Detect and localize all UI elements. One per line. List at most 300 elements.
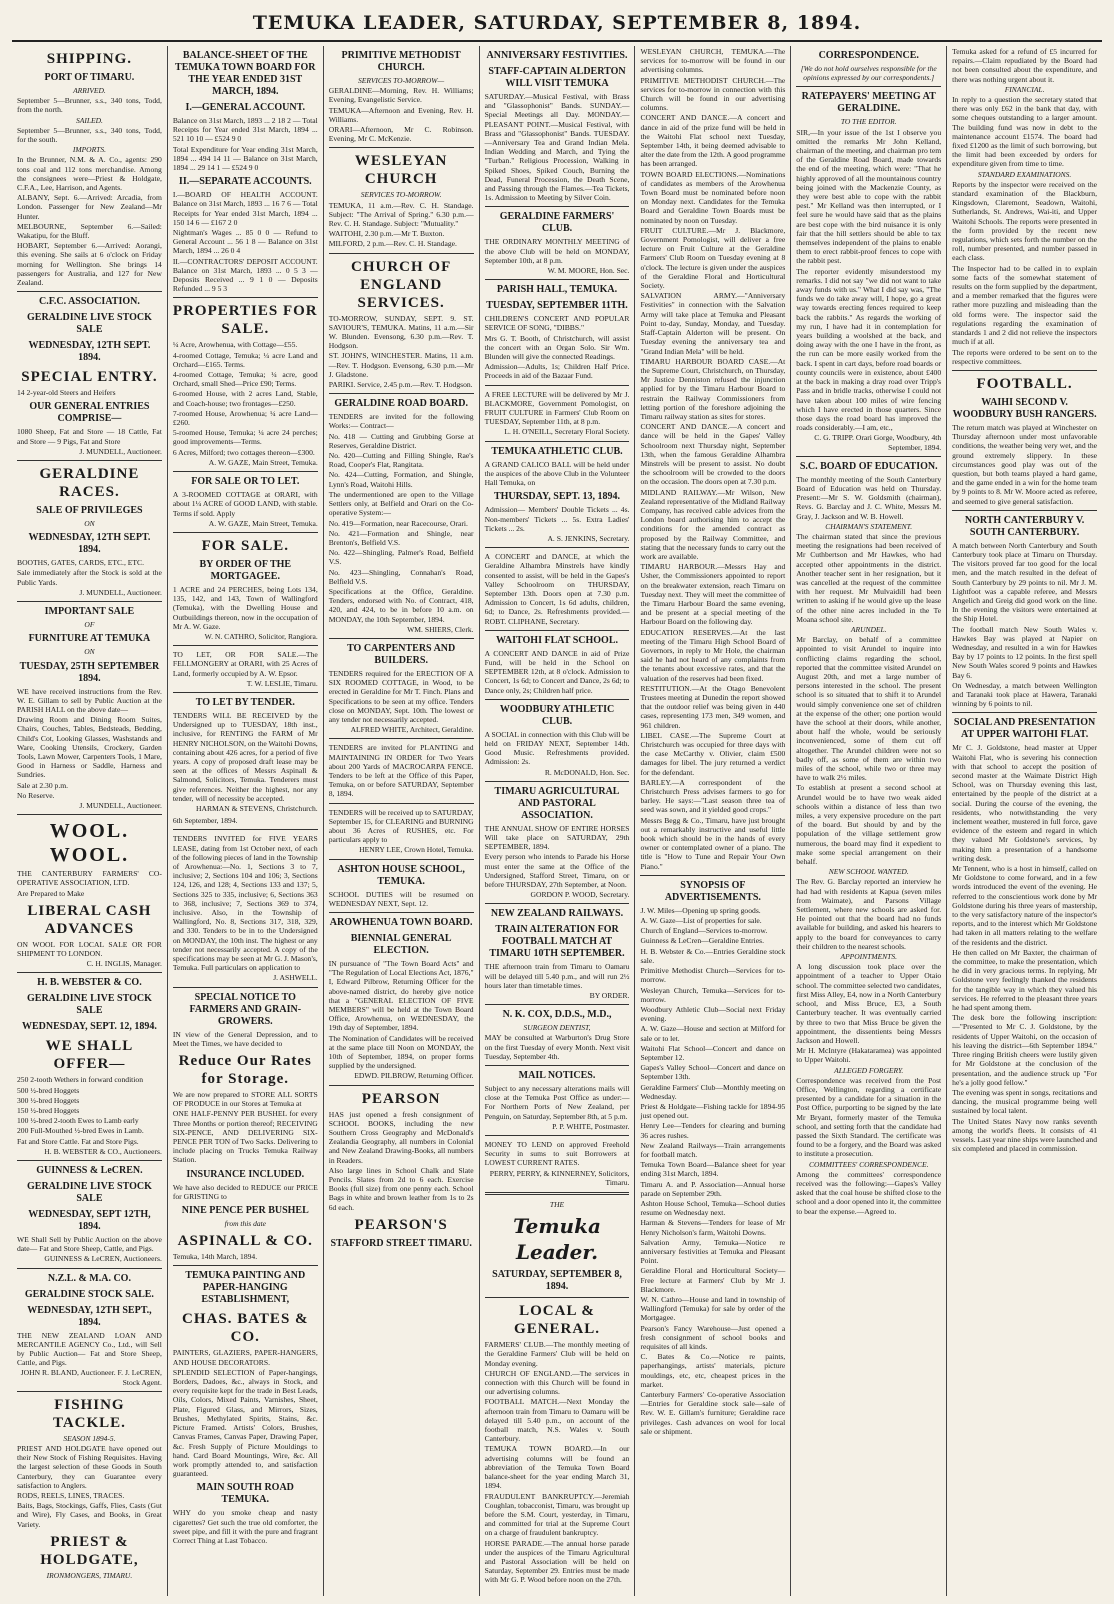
divider xyxy=(329,393,474,394)
text-paragraph: Guinness & LeCren—Geraldine Entries. xyxy=(640,936,765,946)
article-heading: WE SHALL OFFER— xyxy=(45,1038,134,1073)
article-heading: FOOTBALL. xyxy=(976,375,1073,392)
signature-line: PERRY, PERRY, & KINNERNEY, Solicitors, Timaru. xyxy=(489,1168,630,1187)
text-paragraph: TIMARU HARBOUR.—Messrs Hay and Usher, the Commissioners appointed to report on the breakwater extension, reach Timaru on Tuesday next. They will meet the committee of the Timaru Harbour Board the same evening, and be present at a special meeting of the Harbour Board on the following day. xyxy=(640,562,786,627)
text-paragraph: Pearson's Fancy Warehouse—Just opened a fresh consignment of school books and requisites of all kinds. xyxy=(640,1323,786,1352)
text-paragraph: Nightman's Wages ... 85 0 0 — Refund to General Account ... 56 1 8 — Balance on 31st March, 1894 ... 26 0 4 xyxy=(172,228,318,256)
subheading: ON xyxy=(84,647,95,657)
text-paragraph: No. 419—Formation, near Racecourse, Orari. xyxy=(328,518,468,528)
signature-line: EDWD. PILBROW, Returning Officer. xyxy=(354,1071,474,1081)
text-paragraph: TO-MORROW, SUNDAY, SEPT. 9. ST. SAVIOUR'S, TEMUKA. Matins, 11 a.m.—Sir W. Blunden. Evensong, 6.30 p.m.—Rev. T. Hodgson. xyxy=(328,313,474,351)
text-paragraph: 200 Full-Mouthed ½-bred Ewes in Lamb. xyxy=(17,1126,144,1136)
text-paragraph: Fat and Store Cattle. Fat and Store Pigs. xyxy=(17,1136,139,1146)
divider xyxy=(485,781,630,782)
article-heading: FURNITURE AT TEMUKA xyxy=(28,633,151,645)
article-heading: II.—SEPARATE ACCOUNTS. xyxy=(178,176,312,188)
text-paragraph: EDUCATION RESERVES.—At the last meeting of the Timaru High School Board of Governors, in reply to Mr Hole, the chairman said he had not heard of any complaints from the tenants about excessive rates, and that the valuation of the reserves had been fixed. xyxy=(640,627,786,683)
subheading: IRONMONGERS, TIMARU. xyxy=(46,1570,133,1580)
text-paragraph: MELBOURNE, September 6.—Sailed: Wakatipu, for the Bluff. xyxy=(17,221,162,241)
signature-line: A. W. GAZE, Main Street, Temuka. xyxy=(208,518,318,528)
article-heading: SYNOPSIS OF ADVERTISEMENTS. xyxy=(664,879,761,903)
text-paragraph: 300 ½-bred Hoggets xyxy=(17,1095,80,1105)
divider xyxy=(796,456,941,457)
text-paragraph: TENDERS will be received up to SATURDAY, September 15, for CLEARING and BURNING about 36 Acres of RUSHES, etc. For particulars apply to xyxy=(328,807,474,845)
subheading: SURGEON DENTIST, xyxy=(523,1023,591,1033)
text-paragraph: WHY do you smoke cheap and nasty cigarettes? Get such the true old comforter, the sweet pipe, and fill it with the pure and fragrant Correct Thing at Last Tobacco. xyxy=(172,1508,318,1545)
article-heading: WAITOHI FLAT SCHOOL. xyxy=(496,634,618,646)
signature-line: C. H. INGLIS, Manager. xyxy=(86,959,162,969)
text-paragraph: We have also decided to REDUCE our PRICE for GRISTING to xyxy=(172,1182,318,1201)
text-paragraph: ON WOOL FOR LOCAL SALE OR FOR SHIPMENT TO LONDON. xyxy=(17,939,162,958)
text-paragraph: TENDERS required for the ERECTION OF A SIX ROOMED COTTAGE, in Wood, to be erected in Geraldine for Mr T. Finch. Plans and Specifications to be seen at my office. Tenders close on MONDAY, Sept. 10th. The lowest or any tender not necessarily accepted. xyxy=(328,668,474,724)
text-paragraph: 7-roomed House, Arowhenua; ¼ acre Land—£260. xyxy=(172,408,318,428)
divider xyxy=(173,987,318,988)
text-paragraph: TENDERS are invited for the following Works:— Contract— xyxy=(328,412,474,431)
article-heading: TEMUKA ATHLETIC CLUB. xyxy=(491,445,623,457)
subheading: SERVICES TO-MORROW— xyxy=(358,76,445,85)
subheading: COMMITTEES' CORRESPONDENCE. xyxy=(808,1159,929,1169)
text-paragraph: Messrs Begg & Co., Timaru, have just brought out a remarkably instructive and useful little book which should be in the hands of every owner or contemplated owner of a piano. The title is "How to Tune and Repair Your Own Piano." xyxy=(640,815,786,871)
divider xyxy=(329,147,474,148)
subheading: ARUNDEL. xyxy=(850,624,887,634)
text-paragraph: Drawing Room and Dining Room Suites, Chairs, Couches, Tables, Bedsteads, Bedding, Child's Cot, Looking Glasses, Washstands and Ware, Cooking Utensils, Crockery, Garden Tools, Lawn Mower, Carpenters Tools, 1 Mare, Good in Harness or Saddle, Harness and Sundries. xyxy=(17,715,162,780)
article-heading: AROWHENUA TOWN BOARD. xyxy=(329,917,473,928)
text-paragraph: GERALDINE—Morning, Rev. H. Williams; Evening, Evangelistic Service. xyxy=(328,86,474,105)
article-heading: SPECIAL ENTRY. xyxy=(21,369,158,386)
divider xyxy=(485,1135,630,1136)
article-heading: SOCIAL AND PRESENTATION AT UPPER WAITOHI FLAT. xyxy=(953,717,1096,741)
article-heading: PROPERTIES FOR SALE. xyxy=(172,303,318,338)
text-paragraph: Priest & Holdgate—Fishing tackle for 1894-95 just opened out. xyxy=(640,1101,786,1121)
text-paragraph: BARLEY.—A correspondent of the Christchurch Press advises farmers to go for barley. He says:—"Last season three tea of seed was sown, and it yielded good crops." xyxy=(640,777,786,815)
divider xyxy=(329,859,474,860)
text-paragraph: Waitohi Flat School—Concert and dance on September 12. xyxy=(640,1043,786,1062)
signature-line: GORDON P. WOOD, Secretary. xyxy=(530,890,630,900)
article-heading: ASPINALL & CO. xyxy=(177,1233,313,1250)
article-heading: CHAS. BATES & CO. xyxy=(182,1311,309,1346)
text-paragraph: CONCERT AND DANCE.—A concert and dance in aid of the prize fund will be held in the Waitohi Flat school next Tuesday, September 14th, it being deemed advisable to alter the date from the 12th. A good programme has been arranged. xyxy=(640,113,786,169)
text-paragraph: A GRAND CALICO BALL will be held under the auspices of the above Club in the Volunteer Hall Temuka, on xyxy=(484,459,630,488)
subheading: SEASON 1894-5. xyxy=(63,1433,116,1443)
text-paragraph: Baits, Bags, Stockings, Gaffs, Flies, Casts (Gut and Wire), Fly Cases, and Books, in Great Variety. xyxy=(17,1501,162,1529)
article-heading: GERALDINE STOCK SALE. xyxy=(24,1288,154,1300)
subheading: FINANCIAL. xyxy=(1004,84,1045,94)
text-paragraph: WE have received instructions from the Rev. W. E. Gillam to sell by Public Auction at the PARISH HALL on the above date— xyxy=(17,686,162,714)
masthead xyxy=(12,0,1102,42)
newspaper-columns xyxy=(12,46,1102,1596)
article-heading: TEMUKA PAINTING AND PAPER-HANGING ESTABLISHMENT, xyxy=(185,1270,306,1306)
text-paragraph: September 5—Brunner, s.s., 340 tons, Todd, for the south. xyxy=(17,125,162,145)
text-paragraph: No. 421—Formation and Shingle, near Brenton's, Belfield V.S. xyxy=(328,528,474,547)
text-paragraph: SPLENDID SELECTION of Paper-hangings, Borders, Dadoes, &c., always in Stock, and every requisite kept for the trade in Best Leads, Oils, Colors, Mixed Paints, Varnishes, Sheet, Plate, Figured Glass, and Mirrors, Sizes, Brushes, Methylated Spirits, Stains, &c. Picture Framed. Artists' Colors, Brushes, Canvas Frames, Canvas Paper, Drawing Paper, &c. Fresh Supply of Picture Mouldings to hand. Card Board Mountings, Wire, &c. All work promptly attended to, and satisfaction guaranteed. xyxy=(172,1367,318,1479)
subheading: TO THE EDITOR. xyxy=(840,117,897,127)
article-heading: ANNIVERSARY FESTIVITIES. xyxy=(486,50,628,61)
divider xyxy=(952,370,1097,371)
subheading: CHAIRMAN'S STATEMENT. xyxy=(825,521,913,531)
text-paragraph: A. W. Gaze—List of properties for sale. xyxy=(640,916,762,926)
text-paragraph: TEMUKA—Afternoon and Evening, Rev. H. Williams. xyxy=(328,105,474,124)
signature-line: HARMAN & STEVENS, Christchurch. xyxy=(196,803,318,813)
divider xyxy=(17,291,162,292)
signature-line: T. W. LESLIE, Timaru. xyxy=(246,678,318,688)
text-paragraph: Among the committees' correspondence received was the following:—Gapes's Valley asked that the coal house be shifted close to the school and a door opened into it, the committee to bear the expense.—Agreed to. xyxy=(796,1169,942,1216)
column-4 xyxy=(480,46,636,1596)
divider xyxy=(173,532,318,533)
signature-line: GUINNESS & LeCREN, Auctioneers. xyxy=(44,1254,162,1264)
text-paragraph: ALBANY, Sept. 6.—Arrived: Arcadia, from London. Passenger for New Zealand—Mr Hunter. xyxy=(17,193,162,221)
text-paragraph: RODS, REELS, LINES, TRACES. xyxy=(17,1491,125,1501)
text-paragraph: ORARI—Afternoon, Mr C. Robinson. Evening, Mr C. McKenzie. xyxy=(328,125,474,144)
signature-line: P. P. WHITE, Postmaster. xyxy=(552,1121,630,1131)
signature-line: A. S. JENKINS, Secretary. xyxy=(547,533,630,543)
signature-line: R. McDONALD, Hon. Sec. xyxy=(544,767,630,777)
text-paragraph: HOBART, September 6.—Arrived: Aorangi, this evening. She sails at 6 o'clock on Friday morning for Wellington. She brings 14 passengers for Australia, and 127 for New Zealand. xyxy=(17,241,162,288)
article-heading: CHURCH OF ENGLAND SERVICES. xyxy=(351,258,452,311)
text-paragraph: 14 2-year-old Steers and Heifers xyxy=(17,388,116,398)
text-paragraph: The evening was spent in songs, recitations and dancing, the musical programme being well sustained by local talent. xyxy=(952,1087,1098,1116)
column-2 xyxy=(168,46,324,1596)
article-heading: WOOL. WOOL. xyxy=(49,820,130,867)
text-paragraph: Ashton House School, Temuka—School duties resume on Wednesday next. xyxy=(640,1198,786,1218)
divider xyxy=(796,86,941,87)
subheading: NEW SCHOOL WANTED. xyxy=(828,867,909,877)
text-paragraph: TEMUKA TOWN BOARD.—In our advertising columns will be found an abbreviation of the Temuka Town Board balance-sheet for the year ending March 31, 1894. xyxy=(484,1444,630,1491)
article-heading: WEDNESDAY, 12TH SEPT., 1894. xyxy=(27,1304,152,1328)
text-paragraph: In reply to a question the secretary stated that there was only £62 in the bank that day, with some cheques outstanding to a larger amount. The building fund was now in debt to the maintenance account £1574. The board had fixed £1200 as the limit of such borrowing, but the limit had been exceeded by orders for expenditure given from time to time. xyxy=(952,95,1098,169)
divider xyxy=(173,692,318,693)
text-paragraph: SCHOOL DUTIES will be resumed on WEDNESDAY NEXT, Sept. 12. xyxy=(328,889,474,908)
text-paragraph: Canterbury Farmers' Co-operative Association—Entries for Geraldine stock sale—sale of Rev. W. E. Gillam's furniture; Geraldine race privileges. Cash advances on wool for local sale or shipment. xyxy=(640,1390,786,1436)
article-heading: PRIMITIVE METHODIST CHURCH. xyxy=(341,50,461,73)
text-paragraph: Balance on 31st March, 1893 ... 2 18 2 — Total Receipts for Year ended 31st March, 1894 ... 521 10 10 — £524 9 0 xyxy=(172,116,318,144)
text-paragraph: Primitive Methodist Church—Services for to-morrow. xyxy=(640,966,786,985)
article-heading: MAIN SOUTH ROAD TEMUKA. xyxy=(196,1482,294,1506)
divider xyxy=(485,699,630,700)
article-heading: TRAIN ALTERATION FOR FOOTBALL MATCH AT TIMARU 10TH SEPTEMBER. xyxy=(489,924,625,960)
text-paragraph: IN view of the General Depression, and to Meet the Times, we have decided to xyxy=(172,1029,318,1048)
text-paragraph: W. N. Cathro—House and land in township of Wallingford (Temuka) for sale by order of the Mortgagee. xyxy=(640,1295,786,1323)
article-heading: FOR SALE OR TO LET. xyxy=(191,476,300,488)
divider xyxy=(485,1297,630,1298)
text-paragraph: 500 ½-bred Hoggets xyxy=(17,1085,80,1095)
divider xyxy=(485,1065,630,1066)
article-heading: WEDNESDAY, 12TH SEPT. 1894. xyxy=(28,532,151,556)
text-paragraph: 1 ACRE and 24 PERCHES, being Lots 134, 135, 142, and 143, Town of Wallingford (Temuka), with the Dwelling House and Outbuildings thereon, now in the occupation of Mr A. W. Gaze. xyxy=(172,584,318,631)
signature-line: W. N. CATHRO, Solicitor, Rangiora. xyxy=(204,631,318,641)
text-paragraph: Harman & Stevens—Tenders for lease of Mr Henry Nicholson's farm, Waitohi Downs. xyxy=(640,1218,786,1237)
text-paragraph: September 5—Brunner, s.s., 340 tons, Todd, from the north. xyxy=(17,96,162,115)
text-paragraph: THE afternoon train from Timaru to Oamaru will be delayed till 5.40 p.m., and will run 2½ hours later than timetable times. xyxy=(484,962,630,990)
divider xyxy=(640,875,785,876)
subheading: THE xyxy=(549,1200,565,1210)
article-heading: PARISH HALL, TEMUKA. xyxy=(496,284,618,296)
text-paragraph: Specifications at the Office, Geraldine. Tenders, endorsed with No. of Contract, 418, 420, and 424, to be in before 10 a.m. on MONDAY, the 10th September, 1894. xyxy=(328,586,474,624)
article-heading: STAFFORD STREET TIMARU. xyxy=(330,1237,472,1249)
article-heading: TUESDAY, SEPTEMBER 11TH. xyxy=(486,300,628,312)
article-heading: PORT OF TIMARU. xyxy=(44,72,135,83)
article-heading: NORTH CANTERBURY V. SOUTH CANTERBURY. xyxy=(964,514,1085,538)
text-paragraph: A. W. Gaze—House and section at Milford for sale or to let. xyxy=(640,1024,786,1043)
text-paragraph: TENDERS are invited for PLANTING and MAINTAINING IN ORDER for Two Years about 200 Yards of MACROCARPA FENCE. Tenders to be left at the Office of this Paper, Temuka, on or before SATURDAY, September 8, 1894. xyxy=(328,743,474,799)
article-heading: GERALDINE LIVE STOCK SALE xyxy=(27,1180,152,1204)
divider xyxy=(329,1085,474,1086)
divider xyxy=(485,547,630,548)
text-paragraph: 6 Acres, Milford; two cottages thereon—£300. xyxy=(172,447,315,457)
signature-line: ALFRED WHITE, Architect, Geraldine. xyxy=(350,725,474,735)
text-paragraph: TO LET, OR FOR SALE.—The FELLMONGERY at ORARI, with 25 Acres of Land, formerly occupied by A. W. Epsor. xyxy=(172,650,318,678)
text-paragraph: 250 2-tooth Wethers in forward condition xyxy=(17,1075,143,1085)
text-paragraph: FARMERS' CLUB.—The monthly meeting of the Geraldine Farmers' Club will be held on Monday evening. xyxy=(484,1340,630,1368)
subheading: IMPORTS. xyxy=(72,145,106,155)
text-paragraph: FOOTBALL MATCH.—Next Monday the afternoon train from Timaru to Oamaru will be delayed till 5.40 p.m., on account of the football match, N.S. Wales v. South Canterbury. xyxy=(484,1397,630,1444)
column-3 xyxy=(324,46,480,1596)
subheading: ARRIVED. xyxy=(73,86,106,95)
text-paragraph: Admission— Members' Double Tickets ... 4s. Non-members' Tickets ... 5s. Extra Ladies' Tickets ... 2s. xyxy=(484,505,630,533)
signature-line: C. G. TRIPP. Orari Gorge, Woodbury, 4th September, 1894. xyxy=(814,433,942,452)
text-paragraph: Admission—Adults, 1s; Children Half Price. Proceeds in aid of the Bazaar Fund. xyxy=(484,362,630,381)
signature-line: J. MUNDELL, Auctioneer. xyxy=(79,446,162,456)
text-paragraph: 4-roomed Cottage, Temuka; ¼ acre Land and Orchard—£165. Terms. xyxy=(172,350,318,369)
divider xyxy=(485,1004,630,1005)
text-paragraph: ONE HALF-PENNY PER BUSHEL for every Three Months or portion thereof; RECEIVING SIX-PENCE, AND DELIVERING SIX-PENCE PER TON of Two Sacks. Delivering to include placing on Trucks Temuka Railway Station. xyxy=(172,1109,318,1165)
divider xyxy=(17,601,162,602)
text-paragraph: Total Expenditure for Year ending 31st March, 1894 ... 494 14 11 — Balance on 31st March, 1894 ... 29 14 1 — £524 9 0 xyxy=(172,144,318,173)
text-paragraph: HORSE PARADE.—The annual horse parade under the auspices of the Timaru Agricultural and Pastoral Association will be held on Saturday, September 29. Entries must be made with Mr G. P. Wood before noon on the 27th. xyxy=(484,1538,630,1585)
text-paragraph: Geraldine Farmers' Club—Monthly meeting on Wednesday. xyxy=(640,1082,786,1101)
text-paragraph: Geraldine Floral and Horticultural Society—Free lecture at Farmers' Club by Mr J. Blackmore. xyxy=(640,1266,786,1294)
text-paragraph: J. W. Miles—Opening up spring goods. xyxy=(640,905,761,915)
divider xyxy=(485,279,630,280)
text-paragraph: Mrs G. T. Booth, of Christchurch, will assist the concert with an Organ Solo. Sir Wm. Blunden will give the connected Readings. xyxy=(484,333,630,362)
divider xyxy=(173,829,318,830)
text-paragraph: 4-roomed Cottage, Temuka; ¼ acre, good Orchard, small Shed—Price £90; Terms. xyxy=(172,370,318,389)
text-paragraph: Woodbury Athletic Club—Social next Friday evening. xyxy=(640,1004,786,1024)
text-paragraph: A CONCERT AND DANCE in aid of Prize Fund, will be held in the School on SEPTEMBER 12th, at 8 o'clock. Admission to Concert, 1s 6d; to Concert and Dance, 2s 6d; to Dance only, 2s; Children half price. xyxy=(484,648,630,695)
text-paragraph: Timaru A. and P. Association—Annual horse parade on September 29th. xyxy=(640,1179,786,1198)
article-heading: WEDNESDAY, SEPT. 12, 1894. xyxy=(21,1021,157,1033)
text-paragraph: PAINTERS, GLAZIERS, PAPER-HANGERS, AND HOUSE DECORATORS. xyxy=(172,1348,318,1367)
signature-line: A. W. GAZE, Main Street, Temuka. xyxy=(208,457,318,467)
article-heading: PRIEST & HOLDGATE, xyxy=(40,1533,139,1568)
divider xyxy=(17,460,162,461)
text-paragraph: Reports by the inspector were received on the standard examination of the Blackburn, Kingsdown, Claremont, Seadown, Waitohi, Sutherlands, St. Andrews, Wai-iti, and Upper Waitohi Schools. The reports were presented in the form provided by the recent new regulations, which sets forth the number on the roll, number presented, and number passed in each class. xyxy=(952,179,1098,263)
article-heading: RATEPAYERS' MEETING AT GERALDINE. xyxy=(801,91,936,115)
masthead-title: TEMUKA LEADER, SATURDAY, SEPTEMBER 8, 1894. xyxy=(252,12,862,34)
text-paragraph: MIDLAND RAILWAY.—Mr Wilson, New Zealand representative of the Midland Railway Company, has received cable advices from the London board authorising him to accept the conditions for the amended contract as proposed by the Railway Committee, and stating that the necessary funds to carry out the work are available. xyxy=(640,487,786,561)
text-paragraph: He then called on Mr Baxter, the chairman of the committee, to make the presentation, which he did in very gracious terms. In replying, Mr Goldstone very feelingly thanked the residents for the tangible way in which they valued his services. He referred to the pleasant three years he had spent among them. xyxy=(952,947,1098,1013)
text-paragraph: On Wednesday, a match between Wellington and Taranaki took place at Hawera, Taranaki winning by 6 points to nil. xyxy=(952,680,1098,709)
article-heading: GUINNESS & LeCREN. xyxy=(36,1164,143,1176)
text-paragraph: Salvation Army, Temuka—Notice re anniversary festivities at Temuka and Pleasant Point. xyxy=(640,1237,786,1266)
text-paragraph: The undermentioned are open to the Village Settlers only, at Belfield and Orari on the Co-operative System:— xyxy=(328,489,474,518)
signature-line: WM. SHIERS, Clerk. xyxy=(407,624,474,634)
text-paragraph: SATURDAY.—Musical Festival, with Brass and "Glassophonist" Bands. SUNDAY.—Special Meetings all Day. MONDAY.—PLEASANT POINT.—Musical Festival, with Brass and "Glassophonist" Bands. TUESDAY.—Anniversary Tea and Grand Indian Mela. Indian Wedding and March, and Tying the "Turban." Religious Procession, Walking in Spiked Shoes, Spiked Couch, Burning the Dead, Funeral Procession, the Death Scene, and Passing through the Flames.—Tea Tickets, 1s. Admission to Meeting by Silver Coin. xyxy=(484,92,630,203)
text-paragraph: The chairman stated that since the previous meeting the resignations had been received of Mr Cuthbertson and Mr Hawkes, who had accepted other appointments in the district. Another teacher sent in her resignation, but it was cancelled at the request of the committee with her request. Mr Mulvaidill had been written to asking if he would give up the lease of the other nine acres included in the Te Moana school site. xyxy=(796,531,942,624)
text-paragraph: To establish at present a second school at Arundel would be to have two weak aided schools within a distance of less than two miles, a very expensive procedure on the part of the board. But should by and by the population of the village settlement grow numerous, the board may find it expedient to make some special arrangement on their behalf. xyxy=(796,783,942,867)
article-heading: Temuka Leader. xyxy=(513,1214,601,1265)
text-paragraph: I.—BOARD OF HEALTH ACCOUNT. Balance on 31st March, 1893 ... 16 7 6 — Total Receipts for Year ended 31st March, 1894 ... 150 14 6 — £167 2 0 xyxy=(172,190,318,227)
text-paragraph: TIMARU HARBOUR BOARD CASE.—At the Supreme Court, Christchurch, on Thursday, Mr Justice Denniston refused the injunction applied for by the Timaru Harbour Board to restrain the Railway Commissioners from letting portion of the foreshore adjoining the Timaru railway station as sites for stores. xyxy=(640,356,786,421)
double-divider xyxy=(485,1192,630,1195)
divider xyxy=(17,1160,162,1161)
text-paragraph: PRIMITIVE METHODIST CHURCH.—The services for to-morrow in connection with this Church will be found in our advertising columns. xyxy=(640,75,786,113)
article-heading: WAIHI SECOND V. WOODBURY BUSH RANGERS. xyxy=(952,396,1097,420)
text-paragraph: THE CANTERBURY FARMERS' CO-OPERATIVE ASSOCIATION, LTD. xyxy=(17,869,162,888)
subheading: [We do not hold ourselves responsible for the opinions expressed by our correspondents.] xyxy=(800,64,937,83)
text-paragraph: IN pursuance of "The Town Board Acts" and "The Regulation of Local Elections Act, 1876," I, Edward Pilbrow, Returning Officer for the above-named district, do hereby give notice that a "GENERAL ELECTION OF FIVE MEMBERS" will be held at the Town Board Office, Arowhenua, on WEDNESDAY, the 19th day of September, 1894. xyxy=(328,959,474,1033)
article-heading: PEARSON'S xyxy=(354,1216,448,1233)
text-paragraph: Correspondence was received from the Post Office, Wellington, regarding a certificate presented by a candidate for a situation in the Post Office, purporting to be signed by the late Mr Bryant, formerly master of the Temuka school, and setting forth that the candidate had passed the Sixth Standard. The certificate was found to be a forgery, and the Board was asked to institute a prosecution. xyxy=(796,1075,942,1159)
signature-line: J. ASHWELL. xyxy=(273,973,318,983)
text-paragraph: RESTITUTION.—At the Otago Benevolent Trustees meeting at Dunedin the report showed that the outdoor relief was being given in 440 cases, representing 173 men, 349 women, and 961 children. xyxy=(640,683,786,730)
signature-line: H. B. WEBSTER & CO., Auctioneers. xyxy=(44,1146,162,1156)
text-paragraph: TENDERS WILL BE RECEIVED by the Undersigned up to TUESDAY, 18th inst., inclusive, for RENTING the FARM of Mr HENRY NICHOLSON, on the Waitohi Downs, containing about 426 acres, for a period of five years. A copy of proposed draft lease may be seen at the offices of Messrs Aspinall & Salmond, Solicitors, Temuka. Tenderers must give references. Neither the highest, nor any tender, will of necessity be accepted. xyxy=(172,710,318,803)
text-paragraph: No. 420—Cutting and Filling Shingle, Rae's Road, Cooper's Flat, Rangitata. xyxy=(328,451,474,470)
text-paragraph: II.—CONTRACTORS' DEPOSIT ACCOUNT. Balance on 31st March, 1893 ... 0 5 3 — Deposits Received ... 9 1 0 — Deposits Refunded ... 9 5 3 xyxy=(172,256,318,294)
text-paragraph: A SOCIAL in connection with this Club will be held on FRIDAY NEXT, September 14th. Good Music. Refreshments provided. Admission: 2s. xyxy=(484,729,630,767)
divider xyxy=(17,972,162,973)
article-heading: BALANCE-SHEET OF THE TEMUKA TOWN BOARD FOR THE YEAR ENDED 31ST MARCH, 1894. xyxy=(175,50,316,97)
text-paragraph: Sale immediately after the Stock is sold at the Public Yards. xyxy=(17,568,162,587)
text-paragraph: CHURCH OF ENGLAND.—The services in connection with this Church will be found in our advertising columns. xyxy=(484,1368,630,1397)
text-paragraph: MONEY TO LEND on approved Freehold Security in sums to suit Borrowers at LOWEST CURRENT RATES. xyxy=(484,1140,630,1168)
text-paragraph: 6-roomed House, with 2 acres Land, Stable, and Coach-house; two frontages—£250. xyxy=(172,389,318,408)
text-paragraph: THE ANNUAL SHOW OF ENTIRE HORSES Will take place on SATURDAY, 29th SEPTEMBER, 1894. xyxy=(484,823,630,852)
text-paragraph: Temuka, 14th March, 1894. xyxy=(172,1252,258,1262)
article-heading: H. B. WEBSTER & CO. xyxy=(37,977,142,989)
text-paragraph: TOWN BOARD ELECTIONS.—Nominations of candidates as members of the Arowhenua Town Board must be nominated before noon on Monday next. Candidates for the Temuka Board and Geraldine Town Boards must be nominated by noon on Tuesday. xyxy=(640,169,786,225)
article-heading: BY ORDER OF THE MORTGAGEE. xyxy=(199,558,292,582)
subheading: ON xyxy=(84,519,95,529)
text-paragraph: FRUIT CULTURE.—Mr J. Blackmore, Government Pomologist, will deliver a free lecture on Fruit Culture at the Geraldine Farmers' Club Room on Tuesday evening at 8 o'clock. The lecture is given under the auspices of the Geraldine Floral and Horticultural Society. xyxy=(640,225,786,291)
text-paragraph: A match between North Canterbury and South Canterbury took place at Timaru on Thursday. The visitors proved far too good for the local men, and the match resulted in the defeat of South Canterbury by 29 points to nil. Mr J. M. Lightfoot was a capable referee, and Messrs Angelich and Greig did good work on the line. In the evening the visitors were entertained at the Ship Hotel. xyxy=(952,540,1098,624)
text-paragraph: Every person who intends to Parade his Horse must enter the same at the Office of the Undersigned, Stafford Street, Timaru, on or before THURSDAY, 27th September, at Noon. xyxy=(484,852,630,889)
divider xyxy=(329,912,474,913)
column-6 xyxy=(791,46,947,1596)
text-paragraph: A 3-ROOMED COTTAGE at ORARI, with about 1¼ ACRE of GOOD LAND, with stable. Terms if sold. Apply xyxy=(172,490,318,518)
text-paragraph: TEMUKA, 11 a.m.—Rev. C. H. Standage. Subject: "The Arrival of Spring." 6.30 p.m.—Rev. C. H. Standage. Subject: "Mutuality." xyxy=(328,200,474,229)
article-heading: N.Z.L. & M.A. CO. xyxy=(47,1272,131,1284)
text-paragraph: The desk bore the following inscription:—"Presented to Mr C. J. Goldstone, by the residents of Upper Waitohi, on the occasion of his leaving the district—6th September 1894." Three ringing British cheers were lustily given for Mr Goldstone at the conclusion of the presentation, and the audience struck up "For he's a jolly good fellow." xyxy=(952,1013,1098,1087)
signature-line: J. MUNDELL, Auctioneer. xyxy=(79,587,162,597)
text-paragraph: No Reserve. xyxy=(17,790,55,800)
text-paragraph: Mr Tennent, who is a host in himself, called on Mr Goldstone to come forward, and in a few words introduced the event of the evening. He referred to the conscientious work done by Mr Goldstone during his three years of mastership, to the very satisfactory nature of the inspector's reports, and to the interest which Mr Goldstone had taken in all matters relating to the welfare of the residents and the district. xyxy=(952,864,1098,947)
subheading: SERVICES TO-MORROW. xyxy=(360,190,442,200)
text-paragraph: Also large lines in School Chalk and Slate Pencils. Slates from 2d to 6 each. Exercise Books (full size) from one penny each. School Bags in white and brown leather from 1s to 2s 6d each. xyxy=(328,1165,474,1212)
article-heading: SALE OF PRIVILEGES xyxy=(36,505,143,517)
text-paragraph: WESLEYAN CHURCH, TEMUKA.—The services for to-morrow will be found in our advertising columns. xyxy=(640,47,786,75)
subheading: STANDARD EXAMINATIONS. xyxy=(977,169,1072,179)
article-heading: GERALDINE ROAD BOARD. xyxy=(334,398,468,410)
subheading: from this date xyxy=(224,1219,266,1229)
signature-line: L. H. O'NEILL, Secretary Floral Society. xyxy=(504,427,630,437)
divider xyxy=(17,814,162,815)
subheading: ALLEGED FORGERY. xyxy=(834,1065,904,1075)
article-heading: Reduce Our Rates for Storage. xyxy=(178,1053,312,1088)
article-heading: INSURANCE INCLUDED. xyxy=(186,1168,305,1180)
text-paragraph: Subject to any necessary alterations mails will close at the Temuka Post Office as under:— For Northern Ports of New Zealand, per Penguin, on Saturday, September 8th, at 5 p.m. xyxy=(484,1084,630,1121)
text-paragraph: FRAUDULENT BANKRUPTCY.—Jeremiah Coughlan, tobacconist, Timaru, was brought up before the S.M. Court, yesterday, in Timaru, and committed for trial at the Supreme Court on a charge of fraudulent bankruptcy. xyxy=(484,1491,630,1538)
article-heading: SATURDAY, SEPTEMBER 8, 1894. xyxy=(492,1269,622,1293)
article-heading: NEW ZEALAND RAILWAYS. xyxy=(490,908,624,920)
text-paragraph: Church of England—Services to-morrow. xyxy=(640,926,768,936)
text-paragraph: A FREE LECTURE will be delivered by Mr J. BLACKMORE, Government Pomologist, on FRUIT CULTURE in Farmers' Club Room on TUESDAY, September 11th, at 8 p.m. xyxy=(484,389,630,427)
article-heading: OUR GENERAL ENTRIES COMPRISE— xyxy=(29,401,150,425)
text-paragraph: Wesleyan Church, Temuka—Services for to-morrow. xyxy=(640,985,786,1004)
divider xyxy=(173,645,318,646)
text-paragraph: Gapes's Valley School—Concert and dance on September 13th. xyxy=(640,1063,786,1082)
text-paragraph: ¼ Acre, Arowhenua, with Cottage—£55. xyxy=(172,340,298,350)
text-paragraph: 150 ½-bred Hoggets xyxy=(17,1105,80,1115)
article-heading: C.F.C. ASSOCIATION. xyxy=(39,296,140,308)
article-heading: GERALDINE FARMERS' CLUB. xyxy=(499,211,615,235)
article-heading: WOODBURY ATHLETIC CLUB. xyxy=(499,703,615,727)
article-heading: WEDNESDAY, SEPT 12TH, 1894. xyxy=(28,1208,151,1232)
article-heading: MAIL NOTICES. xyxy=(518,1070,596,1082)
text-paragraph: The reports were ordered to be sent on to the respective committees. xyxy=(952,347,1098,366)
text-paragraph: The Inspector had to be called in to explain some facts of the somewhat statement of results on the form supplied by the department, and a member remarked that the figures were rather more puzzling and misleading than the old forms were. The inspector said the regulations regarding the examination of standards 1 and 2 did not relieve the inspectors much if at all. xyxy=(952,263,1098,347)
text-paragraph: The monthly meeting of the South Canterbury Board of Education was held on Thursday. Present:—Mr S. W. Goldsmith (chairman), Revs. G. Barclay and J. C. White, Messrs M. Gray, J. Jackson and W. B. Howell. xyxy=(796,474,942,521)
text-paragraph: H. B. Webster & Co.—Entries Geraldine stock sale. xyxy=(640,946,786,965)
article-heading: THURSDAY, SEPT. 13, 1894. xyxy=(493,491,621,503)
divider xyxy=(329,638,474,639)
article-heading: TO CARPENTERS AND BUILDERS. xyxy=(347,642,456,666)
article-heading: WEDNESDAY, 12TH SEPT. 1894. xyxy=(28,340,151,364)
divider xyxy=(485,441,630,442)
divider xyxy=(329,738,474,739)
text-paragraph: WAITOHI, 2.30 p.m.—Mr T. Buxton. xyxy=(328,229,445,239)
text-paragraph: PRIEST AND HOLDGATE have opened out their New Stock of Fishing Requisites. Having the largest selection of these Goods in South Canterbury, they can Guarantee every satisfaction to Anglers. xyxy=(17,1444,162,1490)
text-paragraph: The United States Navy now ranks seventh among the world's fleets. It consists of 41 vessels. Last year nine ships were launched and six completed and placed in commission. xyxy=(952,1116,1098,1154)
text-paragraph: SALVATION ARMY.—"Anniversary Festivities" in connection with the Salvation Army will take place at Temuka and Pleasant Point to-day, Sunday, Monday, and Tuesday. Staff-Captain Alderton will be present. On Tuesday evening the anniversary tea and "Grand Indian Mela" will be held. xyxy=(640,291,786,356)
text-paragraph: 100 ½-bred 2-tooth Ewes to Lamb early xyxy=(17,1116,139,1126)
text-paragraph: New Zealand Railways—Train arrangements for football match. xyxy=(640,1140,786,1159)
divider xyxy=(485,385,630,386)
divider xyxy=(329,253,474,254)
article-heading: CORRESPONDENCE. xyxy=(818,50,919,61)
divider xyxy=(173,1265,318,1266)
signature-line: J. MUNDELL, Auctioneer. xyxy=(79,800,162,810)
divider xyxy=(485,903,630,904)
subheading: APPOINTMENTS. xyxy=(840,952,897,962)
column-5 xyxy=(635,46,791,1596)
article-heading: TIMARU AGRICULTURAL AND PASTORAL ASSOCIATION. xyxy=(494,785,620,821)
article-heading: N. K. COX, D.D.S., M.D., xyxy=(502,1009,612,1021)
divider xyxy=(485,206,630,207)
text-paragraph: Are Prepared to Make xyxy=(17,888,85,898)
text-paragraph: Sale at 2.30 p.m. xyxy=(17,780,69,790)
text-paragraph: Temuka Town Board—Balance sheet for year ending 31st March, 1894. xyxy=(640,1160,786,1179)
text-paragraph: THE NEW ZEALAND LOAN AND MERCANTILE AGENCY Co., Ltd., will Sell by Public Auction— Fat and Store Sheep, Cattle, and Pigs. xyxy=(17,1330,162,1368)
column-1 xyxy=(12,46,168,1596)
divider xyxy=(952,510,1097,511)
text-paragraph: LIBEL CASE.—The Supreme Court at Christchurch was occupied for three days with the case McCarthy v. Olivier, claim £500 damages for libel. The jury returned a verdict for the defendant. xyxy=(640,730,786,777)
text-paragraph: MILFORD, 2 p.m.—Rev. C. H. Standage. xyxy=(328,239,457,249)
text-paragraph: MAY be consulted at Warburton's Drug Store on the first Tuesday of every Month. Next visit Tuesday, September 4th. xyxy=(484,1033,630,1061)
text-paragraph: No. 423—Shingling, Connahan's Road, Belfield V.S. xyxy=(328,567,474,586)
text-paragraph: Mr H. McIntyre (Hakataramea) was appointed to Upper Waitohi. xyxy=(796,1046,942,1065)
article-heading: STAFF-CAPTAIN ALDERTON WILL VISIT TEMUKA xyxy=(488,66,626,89)
text-paragraph: A long discussion took place over the appointment of a teacher to Upper Otaio school. The committee selected two candidates, first Miss Alley, E4, now in a North Canterbury school, and Miss Bruce, E3, a South Canterbury teacher. It was eventually carried by three to two that Miss Bruce be given the appointment, the dissentients being Messrs Jackson and Howell. xyxy=(796,962,942,1045)
article-heading: FISHING TACKLE. xyxy=(52,1396,126,1431)
article-heading: S.C. BOARD OF EDUCATION. xyxy=(799,460,938,472)
text-paragraph: The football match New South Wales v. Hawkes Bay was played at Napier on Wednesday, and resulted in a win for Hawkes Bay by 17 points to 12 points. In the first spell New South Wales scored 9 points and Hawkes Bay 6. xyxy=(952,624,1098,680)
text-paragraph: No. 422—Shingling, Palmer's Road, Belfield V.S. xyxy=(328,548,474,567)
divider xyxy=(173,471,318,472)
text-paragraph: We are now prepared to STORE ALL SORTS OF PRODUCE in our Stores at Temuka at xyxy=(172,1090,318,1109)
text-paragraph: 1080 Sheep, Fat and Store — 18 Cattle, Fat and Store — 9 Pigs, Fat and Store xyxy=(17,427,162,446)
text-paragraph: THE ORDINARY MONTHLY MEETING of the above Club will be held on MONDAY, September 10th, at 8 p.m. xyxy=(484,237,630,265)
